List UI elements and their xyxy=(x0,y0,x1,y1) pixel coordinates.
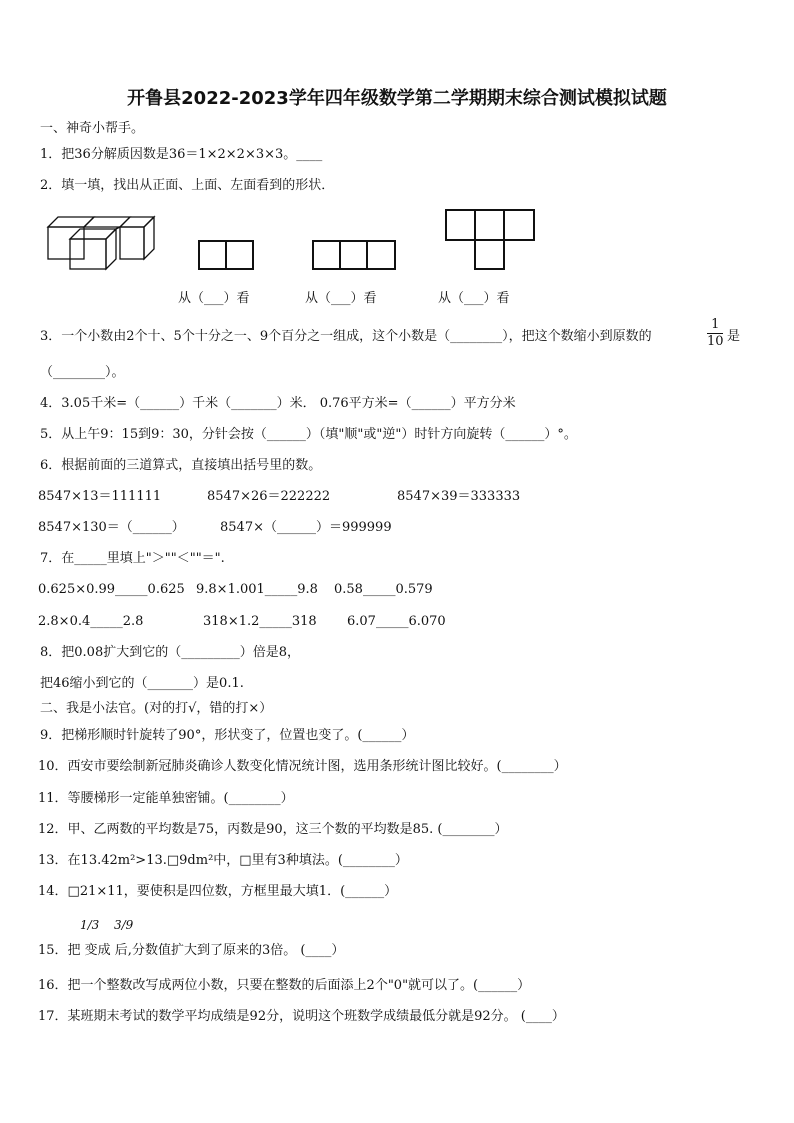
cube-solid-figure xyxy=(44,212,160,272)
question-2: 2．填一填，找出从正面、上面、左面看到的形状． xyxy=(40,178,335,193)
question-9: 9．把梯形顺时针旋转了90°，形状变了，位置也变了。(______） xyxy=(40,728,415,743)
question-3-suffix: 是 xyxy=(727,329,741,344)
q7-compare-2: 9.8×1.001_____9.8 xyxy=(196,582,318,597)
question-12: 12．甲、乙两数的平均数是75，丙数是90，这三个数的平均数是85. (________） xyxy=(38,822,508,837)
question-3: 3．一个小数由2个十、5个十分之一、9个百分之一组成，这个小数是（________），把这个数缩小到原数的 xyxy=(40,329,652,344)
section-heading-2: 二、我是小法官。(对的打√，错的打×） xyxy=(40,701,273,716)
q7-compare-6: 6.07_____6.070 xyxy=(347,614,446,629)
question-7: 7．在_____里填上"＞""＜""＝". xyxy=(40,551,225,566)
question-10: 10．西安市要绘制新冠肺炎确诊人数变化情况统计图，选用条形统计图比较好。(________） xyxy=(38,759,567,774)
question-17: 17．某班期末考试的数学平均成绩是92分，说明这个班数学成绩最低分就是92分。 (____） xyxy=(38,1009,565,1024)
q7-compare-5: 318×1.2_____318 xyxy=(203,614,317,629)
question-1: 1．把36分解质因数是36＝1×2×2×3×3。____ xyxy=(40,147,323,162)
q6-equation-2: 8547×26＝222222 xyxy=(207,489,331,504)
section-heading-1: 一、神奇小帮手。 xyxy=(40,121,145,136)
view-label-1: 从（___）看 xyxy=(178,291,250,306)
view-label-2: 从（___）看 xyxy=(305,291,377,306)
q7-compare-3: 0.58_____0.579 xyxy=(334,582,433,597)
q7-compare-4: 2.8×0.4_____2.8 xyxy=(38,614,144,629)
question-13: 13．在13.42m²>13.□9dm²中，□里有3种填法。(________） xyxy=(38,853,408,868)
question-16: 16．把一个整数改写成两位小数，只要在整数的后面添上2个"0"就可以了。(______） xyxy=(38,978,531,993)
question-3-answer-line: （________）。 xyxy=(40,365,125,380)
view-three-squares xyxy=(312,240,396,270)
q7-compare-1: 0.625×0.99_____0.625 xyxy=(38,582,185,597)
question-11: 11．等腰梯形一定能单独密铺。(________） xyxy=(38,791,294,806)
question-4: 4．3.05千米=（______）千米（_______）米． 0.76平方米=（______）平方分米 xyxy=(40,396,516,411)
question-5: 5．从上午9：15到9：30，分针会按（______）（填"顺"或"逆"）时针方向旋转（______）°。 xyxy=(40,427,577,442)
question-8-line-2: 把46缩小到它的（_______）是0.1. xyxy=(40,676,244,691)
q6-equation-5: 8547×（______）＝999999 xyxy=(220,520,392,535)
fraction-denominator: 10 xyxy=(707,334,724,349)
q15-fraction-2: 3/9 xyxy=(114,918,134,932)
view-t-shape xyxy=(445,209,535,271)
question-15: 15．把 变成 后,分数值扩大到了原来的3倍。 (____） xyxy=(38,943,345,958)
question-8: 8．把0.08扩大到它的（_________）倍是8， xyxy=(40,645,300,660)
q6-equation-3: 8547×39＝333333 xyxy=(397,489,521,504)
fraction-numerator: 1 xyxy=(711,317,720,332)
view-two-squares xyxy=(198,240,254,270)
q6-equation-1: 8547×13＝111111 xyxy=(38,489,162,504)
question-14: 14．□21×11，要使积是四位数，方框里最大填1．(______） xyxy=(38,884,398,899)
q15-fraction-1: 1/3 xyxy=(80,918,100,932)
question-6: 6．根据前面的三道算式，直接填出括号里的数。 xyxy=(40,458,322,473)
q6-equation-4: 8547×130＝（______） xyxy=(38,520,185,535)
view-label-3: 从（___）看 xyxy=(438,291,510,306)
page-title: 开鲁县2022-2023学年四年级数学第二学期期末综合测试模拟试题 xyxy=(127,88,667,109)
fraction-one-tenth xyxy=(706,318,725,349)
